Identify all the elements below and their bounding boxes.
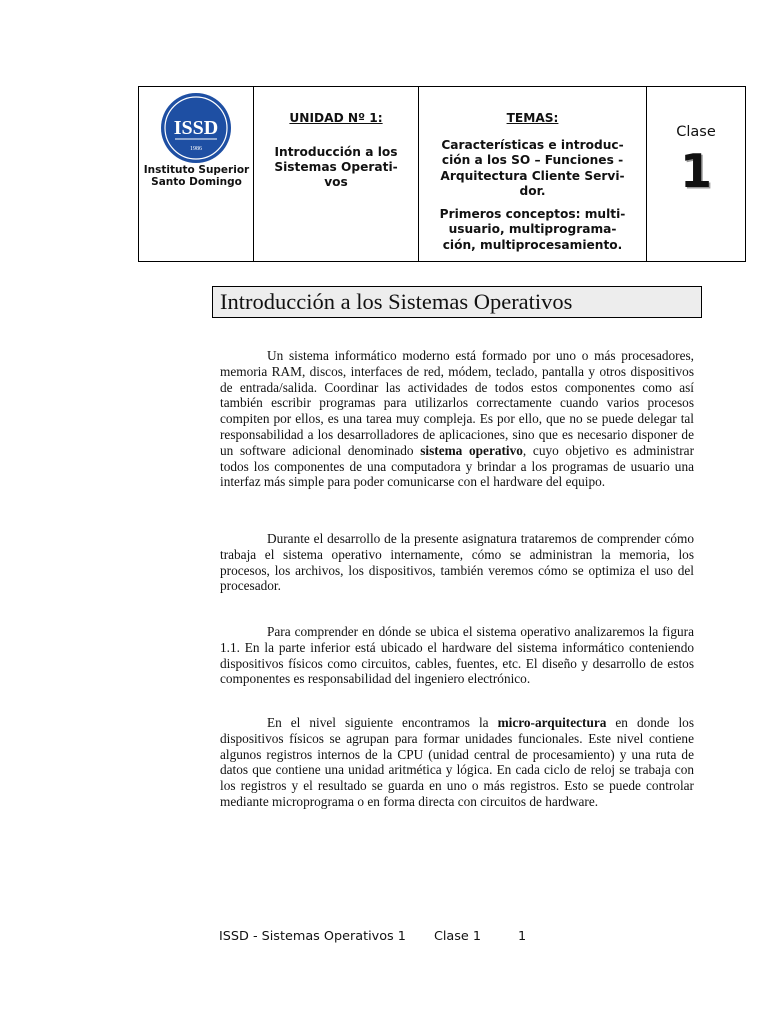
- unidad-title-line: Sistemas Operati-: [274, 160, 398, 174]
- paragraph: [220, 715, 694, 810]
- institute-name: [139, 164, 254, 188]
- clase-label: Clase: [676, 124, 716, 140]
- paragraph-text: Para comprender en dónde se ubica el sistema operativo analizaremos la figura 1.1. En la parte inferior está ubicado el hardware del sistema informático conteniendo dispositivos físicos como circuitos, cables, fuentes, etc. El diseño y desarrollo de estos componentes es responsabilidad del ingeniero electrónico.: [220, 624, 694, 687]
- logo-year: 1986: [190, 146, 202, 152]
- section-title: Introducción a los Sistemas Operativos: [212, 286, 702, 318]
- logo-text: ISSD: [173, 117, 219, 139]
- unidad-cell: [254, 87, 419, 261]
- bold-term: sistema operativo: [420, 442, 523, 458]
- temas-line: Características e introduc-: [441, 137, 624, 152]
- temas-list: [423, 138, 642, 200]
- bold-term: micro-arquitectura: [497, 715, 607, 730]
- paragraph: [220, 624, 694, 687]
- institute-line-2: Santo Domingo: [151, 176, 242, 188]
- page-footer: [219, 929, 526, 944]
- institute-line-1: Instituto Superior: [143, 164, 250, 176]
- unidad-title-line: Introducción a los: [274, 145, 398, 159]
- footer-page-number: 1: [518, 929, 527, 944]
- temas-sub-line: ción, multiprocesamiento.: [442, 237, 623, 252]
- issd-logo-icon: [159, 91, 233, 165]
- unidad-label: UNIDAD Nº 1:: [289, 111, 383, 125]
- header-table: [138, 86, 746, 262]
- temas-sub-list: [423, 207, 642, 254]
- paragraph: [220, 531, 694, 594]
- temas-line: Arquitectura Cliente Servi-: [440, 168, 625, 183]
- paragraph-text: Un sistema informático moderno está formado por uno o más procesadores, memoria RAM, discos, interfaces de red, módem, teclado, pantalla y otros dispositivos de entrada/salida. Coordinar las actividades de todos estos componentes como así también escribir programas para utilizarlos correctamente cuando varios procesos compiten por ellos, es una tarea muy compleja. Es por ello, que no se puede delegar tal responsabilidad a los desarrolladores de aplicaciones, sino que es necesario disponer de un software adicional denominado sistema operativo, cuyo objetivo es administrar todos los componentes de una computadora y brindar a los programas de usuario una interfaz más simple para poder comunicarse con el hardware del equipo.: [220, 348, 694, 490]
- temas-sub-line: usuario, multiprograma-: [448, 222, 617, 236]
- logo-cell: [139, 87, 254, 261]
- paragraph-text: En el nivel siguiente encontramos la micro-arquitectura en donde los dispositivos físicos se agrupan para formar unidades funcionales. Este nivel contiene algunos registros internos de la CPU (unidad central de procesamiento) y una ruta de datos que contiene una unidad aritmética y lógica. En cada ciclo de reloj se trabaja con los registros y el resultado se guarda en uno o más registros. Esto se puede controlar mediante microprograma o en forma directa con circuitos de hardware.: [220, 715, 694, 809]
- footer-clase: Clase 1: [433, 929, 482, 944]
- temas-cell: [419, 87, 647, 261]
- footer-course: ISSD - Sistemas Operativos 1: [219, 929, 406, 944]
- temas-line: dor.: [519, 184, 546, 198]
- clase-cell: [647, 87, 745, 261]
- clase-number: 1: [679, 144, 712, 198]
- paragraph-text: Durante el desarrollo de la presente asignatura trataremos de comprender cómo trabaja el sistema operativo internamente, cómo se administran la memoria, los procesos, los archivos, los dispositivos, también veremos cómo se optimiza el uso del procesador.: [220, 531, 694, 594]
- paragraph: [220, 348, 694, 490]
- temas-label: TEMAS:: [506, 111, 559, 125]
- unidad-title: [254, 145, 418, 190]
- unidad-title-line: vos: [324, 175, 348, 189]
- temas-line: ción a los SO – Funciones -: [441, 153, 624, 167]
- temas-sub-line: Primeros conceptos: multi-: [439, 206, 626, 221]
